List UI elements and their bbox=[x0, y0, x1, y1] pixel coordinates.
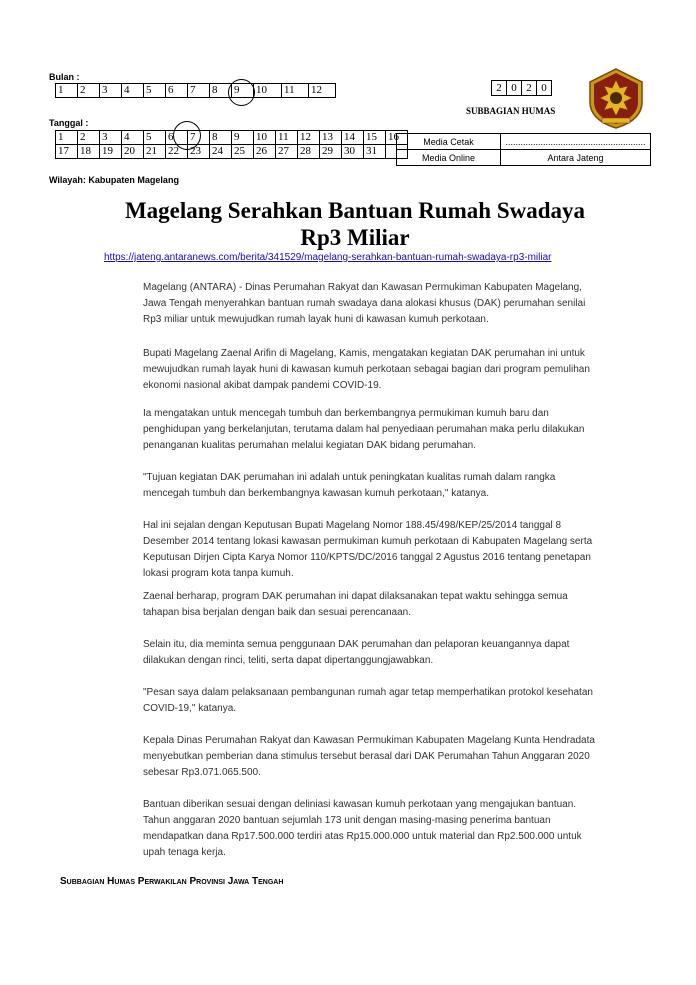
date-cell: 18 bbox=[78, 145, 100, 159]
month-cell: 9 bbox=[232, 84, 254, 98]
date-cell: 2 bbox=[78, 131, 100, 145]
paragraph: Kepala Dinas Perumahan Rakyat dan Kawasan Permukiman Kabupaten Magelang Kunta Hendradata menyebutkan pemberian dana stimulus tersebut berasal dari DAK Perumahan Tahun Anggaran 2020 sebesar Rp3.071.065.500. bbox=[143, 735, 595, 778]
month-cell: 4 bbox=[122, 84, 144, 98]
date-cell: 23 bbox=[188, 145, 210, 159]
paragraph: Ia mengatakan untuk mencegah tumbuh dan berkembangnya permukiman kumuh baru dan penghidupan yang berkelanjutan, terutama dalam hal penyediaan perumahan maka perlu dilakukan penanganan kualitas perumahan melalui kegiatan DAK bidang perumahan. bbox=[143, 408, 585, 451]
wilayah-label: Wilayah: Kabupaten Magelang bbox=[49, 175, 179, 185]
date-cell: 7 bbox=[188, 131, 210, 145]
date-grid bbox=[55, 130, 408, 159]
article-title-line: Rp3 Miliar bbox=[300, 225, 410, 250]
month-cell: 11 bbox=[282, 84, 309, 98]
month-cell: 5 bbox=[144, 84, 166, 98]
date-cell: 6 bbox=[166, 131, 188, 145]
date-cell: 25 bbox=[232, 145, 254, 159]
year-digit: 2 bbox=[491, 80, 507, 96]
date-cell: 30 bbox=[342, 145, 364, 159]
media-row bbox=[397, 134, 651, 150]
media-table bbox=[396, 133, 651, 166]
date-cell: 17 bbox=[56, 145, 78, 159]
date-cell: 10 bbox=[254, 131, 276, 145]
date-cell: 29 bbox=[320, 145, 342, 159]
month-cell: 1 bbox=[56, 84, 78, 98]
tanggal-label: Tanggal : bbox=[49, 118, 89, 128]
date-cell: 8 bbox=[210, 131, 232, 145]
date-cell: 4 bbox=[122, 131, 144, 145]
month-cell: 12 bbox=[309, 84, 336, 98]
media-value: ........................................................ bbox=[501, 134, 651, 150]
article-title bbox=[60, 197, 650, 251]
paragraph: Bantuan diberikan sesuai dengan deliniasi kawasan kumuh perkotaan yang mengajukan bantuan. Tahun anggaran 2020 bantuan sejumlah 173 unit dengan masing-masing penerima bantuan mendapatkan dana Rp17.500.000 terdiri atas Rp15.000.000 untuk material dan Rp2.500.000 untuk upah tenaga kerja. bbox=[143, 799, 582, 858]
date-cell: 31 bbox=[364, 145, 386, 159]
date-cell: 14 bbox=[342, 131, 364, 145]
bulan-label: Bulan : bbox=[49, 72, 80, 82]
date-cell: 1 bbox=[56, 131, 78, 145]
date-cell: 13 bbox=[320, 131, 342, 145]
article-url-link[interactable]: https://jateng.antaranews.com/berita/341529/magelang-serahkan-bantuan-rumah-swadaya-rp3-miliar bbox=[104, 252, 552, 263]
date-cell: 5 bbox=[144, 131, 166, 145]
date-cell: 22 bbox=[166, 145, 188, 159]
year-digit: 2 bbox=[521, 80, 537, 96]
year-boxes bbox=[491, 80, 551, 96]
media-row bbox=[397, 150, 651, 166]
article-title-line: Magelang Serahkan Bantuan Rumah Swadaya bbox=[124, 198, 586, 223]
paragraph: Magelang (ANTARA) - Dinas Perumahan Rakyat dan Kawasan Permukiman Kabupaten Magelang, Jawa Tengah menyerahkan bantuan rumah swadaya dana alokasi khusus (DAK) perumahan senilai Rp3 miliar untuk mewujudkan rumah layak huni di kawasan kumuh perkotaan. bbox=[143, 282, 586, 325]
month-cell: 6 bbox=[166, 84, 188, 98]
date-cell: 12 bbox=[298, 131, 320, 145]
media-label: Media Cetak bbox=[397, 134, 501, 150]
media-value: Antara Jateng bbox=[501, 150, 651, 166]
date-cell: 21 bbox=[144, 145, 166, 159]
month-cell: 7 bbox=[188, 84, 210, 98]
paragraph: Hal ini sejalan dengan Keputusan Bupati Magelang Nomor 188.45/498/KEP/25/2014 tanggal 8 Desember 2014 tentang lokasi kawasan permukiman kumuh perkotaan di Kabupaten Magelang serta Keputusan Dirjen Cipta Karya Nomor 110/KPTS/DC/2016 tanggal 2 Agustus 2016 tentang penetapan lokasi program kota tanpa kumuh. bbox=[143, 520, 593, 579]
month-cell: 2 bbox=[78, 84, 100, 98]
date-cell: 28 bbox=[298, 145, 320, 159]
year-digit: 0 bbox=[536, 80, 552, 96]
province-emblem-icon bbox=[584, 66, 648, 130]
date-cell: 27 bbox=[276, 145, 298, 159]
date-cell: 16 bbox=[386, 131, 408, 145]
paragraph: Zaenal berharap, program DAK perumahan ini dapat dilaksanakan tepat waktu sehingga semua tahapan bisa berjalan dengan baik dan sesuai perencanaan. bbox=[143, 591, 568, 618]
month-cell: 10 bbox=[254, 84, 282, 98]
date-cell: 19 bbox=[100, 145, 122, 159]
date-cell: 20 bbox=[122, 145, 144, 159]
date-cell: 15 bbox=[364, 131, 386, 145]
org-label: SUBBAGIAN HUMAS bbox=[466, 106, 556, 116]
date-cell: 26 bbox=[254, 145, 276, 159]
paragraph: Bupati Magelang Zaenal Arifin di Magelang, Kamis, mengatakan kegiatan DAK perumahan ini untuk mewujudkan rumah layak huni di kawasan kumuh perkotaan sebagai bagian dari program pemulihan ekonomi nasional akibat dampak pandemi COVID-19. bbox=[143, 348, 590, 391]
paragraph: "Tujuan kegiatan DAK perumahan ini adalah untuk peningkatan kualitas rumah dalam rangka mencegah tumbuh dan berkembangnya kawasan kumuh perkotaan," katanya. bbox=[143, 472, 556, 499]
selected-month-circle bbox=[228, 79, 255, 106]
footer-label: Subbagian Humas Perwakilan Provinsi Jawa Tengah bbox=[60, 876, 284, 887]
date-cell: 3 bbox=[100, 131, 122, 145]
month-cell: 3 bbox=[100, 84, 122, 98]
media-label: Media Online bbox=[397, 150, 501, 166]
selected-date-circle bbox=[173, 121, 201, 150]
date-cell: 9 bbox=[232, 131, 254, 145]
date-cell: 11 bbox=[276, 131, 298, 145]
year-digit: 0 bbox=[506, 80, 522, 96]
date-cell: 24 bbox=[210, 145, 232, 159]
paragraph: Selain itu, dia meminta semua penggunaan DAK perumahan dan pelaporan keuangannya dapat dilakukan dengan rinci, teliti, serta dapat dipertanggungjawabkan. bbox=[143, 639, 570, 666]
paragraph: "Pesan saya dalam pelaksanaan pembangunan rumah agar tetap memperhatikan protokol kesehatan COVID-19," katanya. bbox=[143, 687, 593, 714]
month-cell: 8 bbox=[210, 84, 232, 98]
month-grid bbox=[55, 83, 336, 98]
